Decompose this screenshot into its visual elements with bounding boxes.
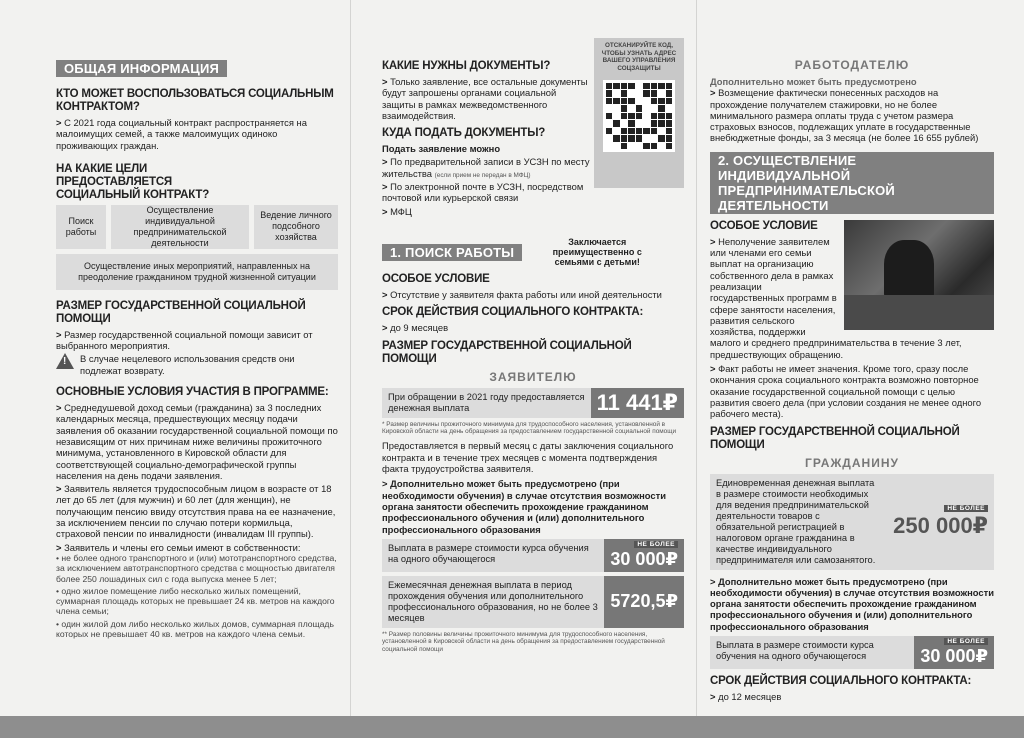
heading-contract-term-ip: СРОК ДЕЙСТВИЯ СОЦИАЛЬНОГО КОНТРАКТА: bbox=[710, 675, 972, 688]
subheading-applicant: ЗАЯВИТЕЛЮ bbox=[489, 369, 577, 384]
payment-course-value-box bbox=[604, 539, 684, 572]
heading-where-submit: КУДА ПОДАТЬ ДОКУМЕНТЫ? bbox=[382, 127, 546, 140]
column-employer-ip bbox=[696, 0, 1024, 738]
payment-course-text: Выплата в размере стоимости курса обучения на одного обучающегося bbox=[388, 542, 589, 564]
heading-contract-term: СРОК ДЕЙСТВИЯ СОЦИАЛЬНОГО КОНТРАКТА: bbox=[382, 306, 644, 319]
workshop-photo bbox=[844, 220, 994, 330]
section-header-general: ОБЩАЯ ИНФОРМАЦИЯ bbox=[56, 60, 227, 77]
property-house: • один жилой дом либо несколько жилых домов, суммарная площадь которых не превышает 40 кв. метров на каждого члена семьи. bbox=[56, 619, 338, 640]
where-submit-intro: Подать заявление можно bbox=[382, 143, 501, 155]
subheading-employer: РАБОТОДАТЕЛЮ bbox=[794, 58, 910, 72]
condition-income: > Среднедушевой доход семьи (гражданина) за 3 последних календарных месяца, предшествующих месяцу подачи заявления об оказании государственной социальной помощи по независящим от них причинам ниже величины прожиточного минимума, установленного в Кировской области для соответствующей социально-демографической группы населения на день подачи заявления. bbox=[56, 402, 338, 481]
heading-conditions: ОСНОВНЫЕ УСЛОВИЯ УЧАСТИЯ В ПРОГРАММЕ: bbox=[56, 386, 329, 399]
payment-training-text: Ежемесячная денежная выплата в период прохождения обучения или дополнительного профессионального образования, но не более 3 месяцев bbox=[388, 579, 598, 623]
payment-lump-sum-value-box bbox=[887, 474, 994, 570]
payment-monthly-text: При обращении в 2021 году предоставляется денежная выплата bbox=[388, 391, 585, 413]
qr-caption: ОТСКАНИРУЙТЕ КОД, ЧТОБЫ УЗНАТЬ АДРЕС ВАШЕГО УПРАВЛЕНИЯ СОЦЗАЩИТЫ bbox=[601, 42, 677, 72]
goal-job-search: Поиск работы bbox=[56, 205, 106, 249]
heading-aid-size-ip: РАЗМЕР ГОСУДАРСТВЕННОЙ СОЦИАЛЬНОЙ ПОМОЩИ bbox=[710, 425, 960, 451]
property-vehicle: • не более одного транспортного и (или) мототранспортного средства, за исключением автотранспортного средства с мощностью двигателя более 250 лошадиных сил с года выпуска менее 5 лет; bbox=[56, 553, 338, 584]
payment-course-limit: НЕ БОЛЕЕ bbox=[634, 541, 678, 548]
subheading-citizen: ГРАЖДАНИНУ bbox=[805, 455, 899, 470]
goal-household: Ведение личного подсобного хозяйства bbox=[254, 205, 338, 249]
payment-course-ip bbox=[710, 636, 994, 669]
heading-who-can-use: КТО МОЖЕТ ВОСПОЛЬЗОВАТЬСЯ СОЦИАЛЬНЫМ КОНТРАКТОМ? bbox=[56, 88, 334, 113]
text-who-can-use: > С 2021 года социальный контракт распространяется на малоимущих семей, а также малоимущих одиноко проживающих граждан. bbox=[56, 117, 338, 151]
goals-grid bbox=[56, 205, 338, 249]
payment-lump-sum bbox=[710, 474, 994, 570]
worker-figure bbox=[884, 240, 934, 300]
text-provided: Предоставляется в первый месяц с даты заключения социального контракта и в течение трех месяцев с момента подтверждения факта трудоустройства заявителя. bbox=[382, 440, 674, 475]
qr-code-icon[interactable] bbox=[603, 80, 675, 152]
warning bbox=[56, 353, 338, 376]
column-documents-job bbox=[350, 0, 696, 738]
where-uszn bbox=[382, 156, 590, 179]
employer-intro: Дополнительно может быть предусмотрено bbox=[710, 76, 917, 87]
bottom-bar bbox=[0, 716, 1024, 738]
section-header-entrepreneurship: 2. ОСУЩЕСТВЛЕНИЕ ИНДИВИДУАЛЬНОЙ ПРЕДПРИНИМАТЕЛЬСКОЙ ДЕЯТЕЛЬНОСТИ bbox=[710, 152, 994, 214]
heading-special-condition: ОСОБОЕ УСЛОВИЕ bbox=[382, 273, 490, 286]
heading-aid-size: РАЗМЕР ГОСУДАРСТВЕННОЙ СОЦИАЛЬНОЙ ПОМОЩИ bbox=[382, 339, 632, 365]
heading-special-condition-ip: ОСОБОЕ УСЛОВИЕ bbox=[710, 219, 818, 232]
payment-lump-sum-limit: НЕ БОЛЕЕ bbox=[944, 505, 988, 512]
condition-property: > Заявитель и члены его семьи имеют в собственности: bbox=[56, 542, 338, 553]
where-email: > По электронной почте в УСЗН, посредством почтовой или курьерской связи bbox=[382, 181, 590, 204]
heading-aid-size: РАЗМЕР ГОСУДАРСТВЕННОЙ СОЦИАЛЬНОЙ ПОМОЩИ bbox=[56, 299, 306, 325]
payment-training-value: 5720,5₽ bbox=[604, 576, 684, 628]
text-contract-term-ip: > до 12 месяцев bbox=[710, 691, 994, 702]
where-uszn-text: По предварительной записи в УСЗН по месту жительства bbox=[382, 156, 590, 179]
job-note: Заключается преимущественно с семьями с детьми! bbox=[552, 237, 642, 268]
payment-course-ip-limit: НЕ БОЛЕЕ bbox=[944, 638, 988, 645]
section-header-job-search: 1. ПОИСК РАБОТЫ bbox=[382, 244, 522, 261]
where-uszn-note: (если прием не передан в МФЦ) bbox=[434, 171, 531, 179]
warning-text: В случае нецелевого использования средств они подлежат возврату. bbox=[80, 353, 295, 376]
where-mfc: > МФЦ bbox=[382, 206, 590, 217]
property-flat: • одно жилое помещение либо несколько жилых помещений, суммарная площадь которых не превышает 24 кв. метров на каждого члена семьи; bbox=[56, 586, 338, 617]
column-general-info bbox=[0, 0, 350, 738]
text-aid-size: > Размер государственной социальной помощи зависит от выбранного мероприятия. bbox=[56, 329, 338, 352]
payment-course-ip-value-box bbox=[914, 636, 994, 669]
goal-other: Осуществление иных мероприятий, направленных на преодоление гражданином трудной жизненной ситуации bbox=[56, 254, 338, 290]
heading-documents: КАКИЕ НУЖНЫ ДОКУМЕНТЫ? bbox=[382, 60, 551, 72]
payment-course-value: 30 000₽ bbox=[610, 548, 678, 569]
text-documents: > Только заявление, все остальные документы будут запрошены органами социальной защиты в рамках межведомственного взаимодействия. bbox=[382, 76, 590, 121]
text-extra-training-ip: > Дополнительно может быть предусмотрено (при необходимости обучения) в случае отсутствия возможности органа занятости обеспечить прохождение гражданином профессионального обучения и (или) дополнительного профессионального образования bbox=[710, 576, 994, 632]
condition-age: > Заявитель является трудоспособным лицом в возрасте от 18 лет до 65 лет (для мужчин) и 60 лет (для женщин), не получающим пенсию ввиду отсутствия права на ее назначение, за исключением пенсии по случаю потери кормильца, страховой пенсии по инвалидности (инвалидам III группы). bbox=[56, 483, 338, 539]
heading-goals: НА КАКИЕ ЦЕЛИ ПРЕДОСТАВЛЯЕТСЯ СОЦИАЛЬНЫЙ КОНТРАКТ? bbox=[56, 162, 210, 201]
payment-course bbox=[382, 539, 684, 572]
text-work-fact: > Факт работы не имеет значения. Кроме того, сразу после окончания срока социального контракта возможно повторное оказание государственной социальной помощи с целью развития своего дела (при условии создания не менее одного рабочего места). bbox=[710, 363, 994, 419]
payment-course-ip-value: 30 000₽ bbox=[920, 646, 988, 667]
qr-block bbox=[594, 38, 684, 188]
text-special-condition-ip: > Неполучение заявителем или членами его семьи выплат на организацию собственного дела в рамках реализации государственных программ в сфере занятости населения, развития сельского хозяйства, поддержки малого и среднего предпринимательства в течение 3 лет, предшествующих обращению. bbox=[710, 236, 994, 360]
goal-entrepreneurship: Осуществление индивидуальной предпринимательской деятельности bbox=[111, 205, 249, 249]
text-contract-term: > до 9 месяцев bbox=[382, 322, 684, 333]
payment-lump-sum-value: 250 000₽ bbox=[893, 512, 988, 538]
text-extra-training: > Дополнительно может быть предусмотрено (при необходимости обучения) в случае отсутствия возможности органа занятости обеспечить прохождение гражданином профессионального обучения и (или) дополнительного профессионального образования bbox=[382, 478, 684, 534]
workbench bbox=[844, 295, 994, 330]
payment-training-monthly bbox=[382, 576, 684, 628]
footnote-2: ** Размер половины величины прожиточного минимума для трудоспособного населения, установленной в Кировской области на день обращения за предоставлением государственной социальной помощи bbox=[382, 630, 665, 653]
text-special-condition: > Отсутствие у заявителя факта работы или иной деятельности bbox=[382, 289, 684, 300]
footnote-1: * Размер величины прожиточного минимума для трудоспособного населения, установленной в Кировской области на день обращения за предоставлением государственной социальной помощи bbox=[382, 420, 677, 436]
payment-monthly-value: 11 441₽ bbox=[591, 388, 684, 418]
employer-text: > Возмещение фактически понесенных расходов на прохождение получателем стажировки, но не более минимального размера оплаты труда с учетом размера страховых взносов, подлежащих уплате в государственные внебюджетные фонды, за 3 месяца (не более 16 655 рублей) bbox=[710, 87, 994, 143]
payment-lump-sum-text: Единовременная денежная выплата в размере стоимости необходимых для ведения предпринимательской деятельности товаров с обязательной регистрацией в налоговом органе гражданина в качестве индивидуального предпринимателя или самозанятого. bbox=[716, 477, 876, 565]
payment-monthly bbox=[382, 388, 684, 418]
warning-icon: ! bbox=[56, 353, 74, 369]
payment-course-ip-text: Выплата в размере стоимости курса обучения на одного обучающегося bbox=[716, 640, 874, 662]
